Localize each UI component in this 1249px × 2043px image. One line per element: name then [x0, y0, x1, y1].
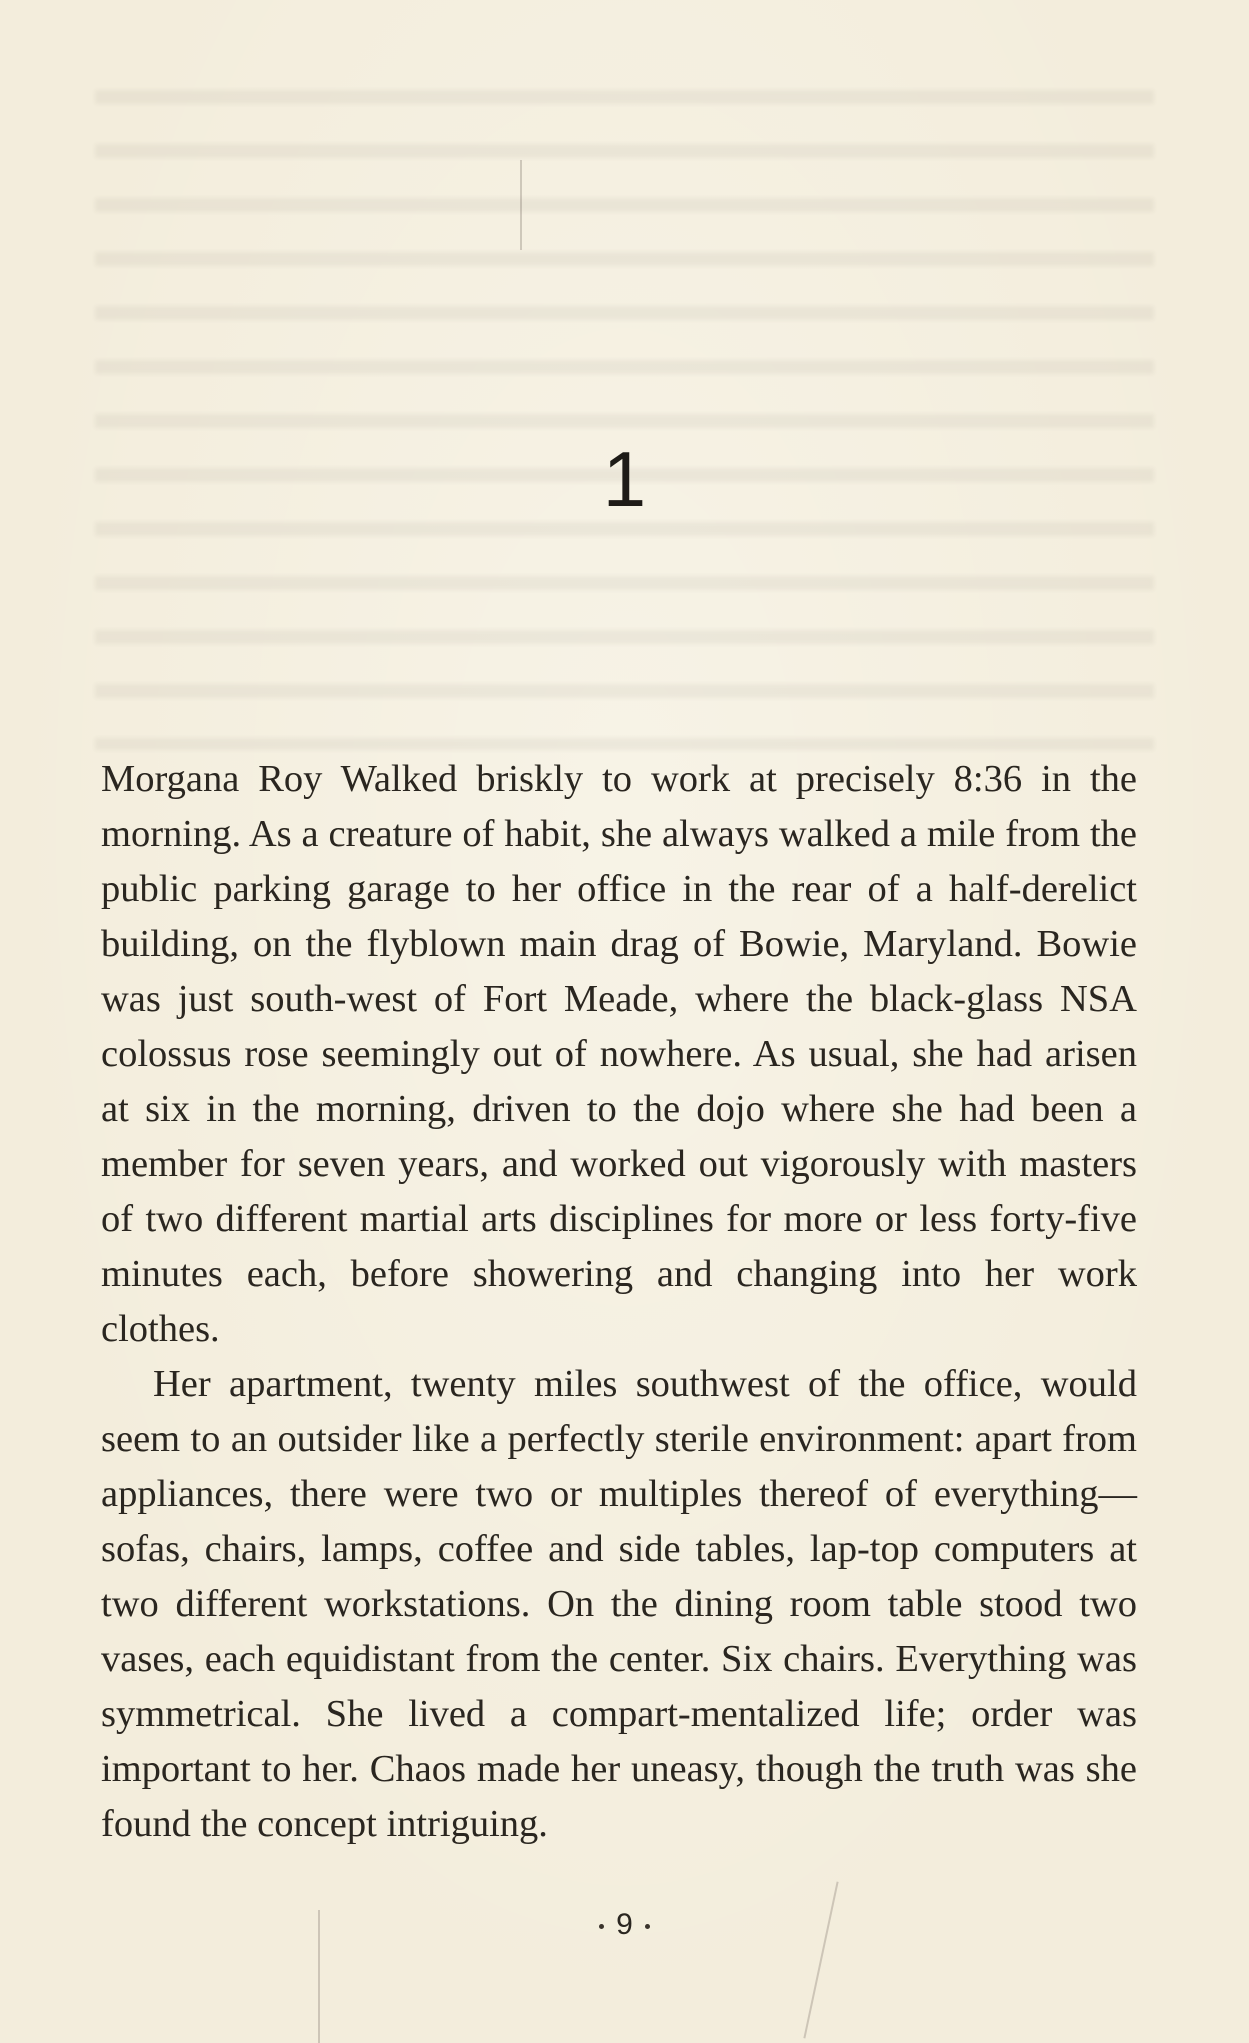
chapter-number: 1 — [602, 435, 647, 523]
page-number-label: 9 — [616, 1908, 633, 1941]
chapter-body — [101, 752, 1137, 1852]
page-crease — [803, 1882, 838, 2039]
page-crease — [520, 160, 522, 250]
bullet-icon — [599, 1924, 604, 1929]
show-through-text — [95, 90, 1154, 750]
paragraph: Morgana Roy Walked briskly to work at precisely 8:36 in the morning. As a creature of habit, she always walked a mile from the public parking garage to her office in the rear of a half-derelict building, on the flyblown main drag of Bowie, Maryland. Bowie was just south-west of Fort Meade, where the black-glass NSA colossus rose seemingly out of nowhere. As usual, she had arisen at six in the morning, driven to the dojo where she had been a member for seven years, and worked out vigorously with masters of two different martial arts disciplines for more or less forty-five minutes each, before showering and changing into her work clothes. — [101, 758, 1137, 1350]
page-number — [0, 1908, 1249, 1942]
paragraph: Her apartment, twenty miles southwest of the office, would seem to an outsider like a perfectly sterile environment: apart from appliances, there were two or multiples thereof of everything—sofas, chairs, lamps, coffee and side tables, lap-top computers at two different workstations. On the dining room table stood two vases, each equidistant from the center. Six chairs. Everything was symmetrical. She lived a compart-mentalized life; order was important to her. Chaos made her uneasy, though the truth was she found the concept intriguing. — [101, 1363, 1137, 1845]
bullet-icon — [645, 1924, 650, 1929]
